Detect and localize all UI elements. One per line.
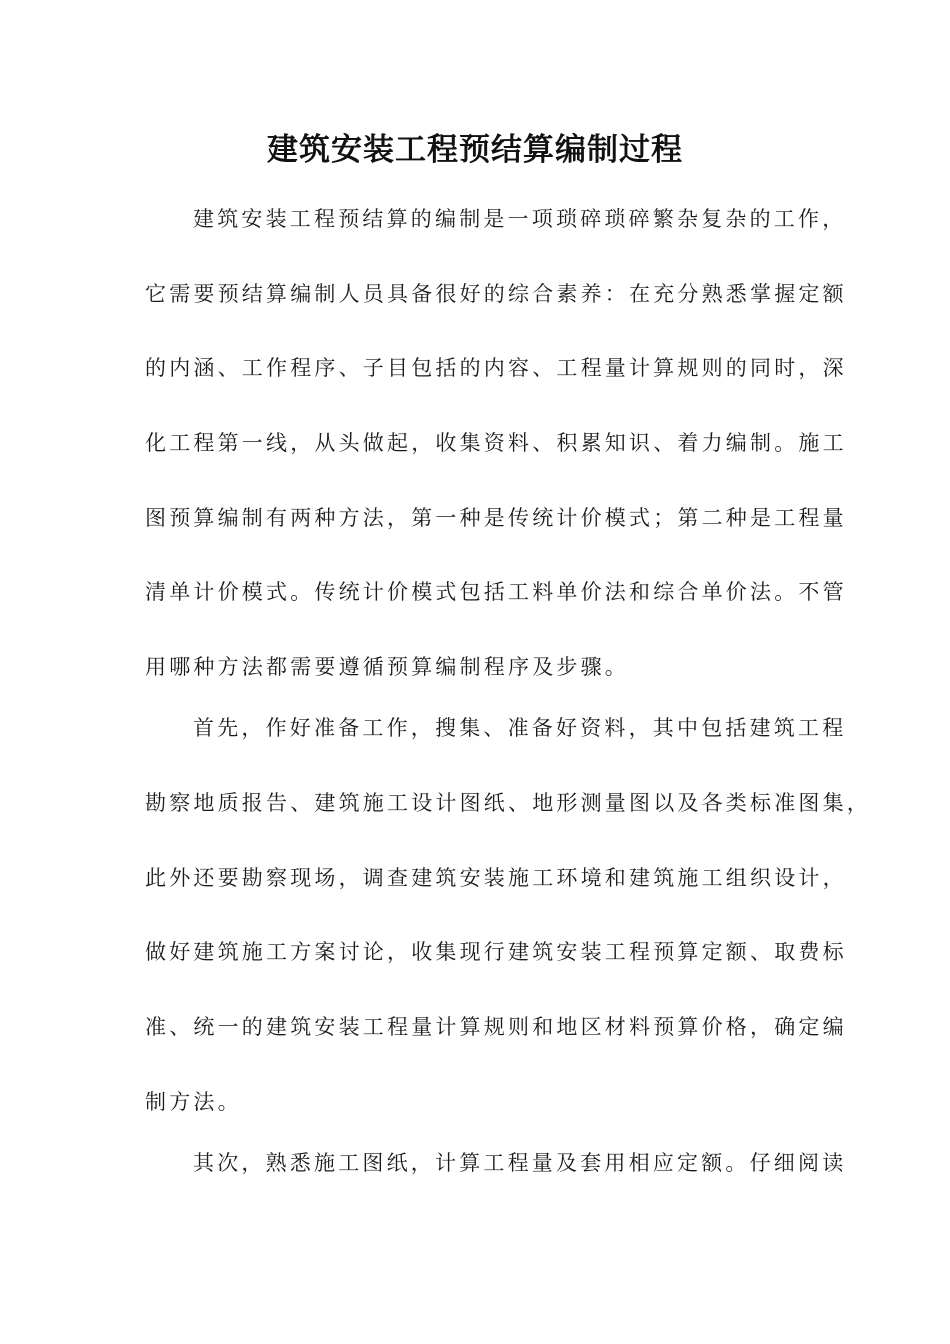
paragraph-1-line-2: 它需要预结算编制人员具备很好的综合素养：在充分熟悉掌握定额 [145, 282, 847, 306]
paragraph-3-line-1: 其次，熟悉施工图纸，计算工程量及套用相应定额。仔细阅读 [193, 1151, 847, 1175]
paragraph-1-line-1: 建筑安装工程预结算的编制是一项琐碎琐碎繁杂复杂的工作， [193, 207, 847, 231]
paragraph-2-line-5: 准、统一的建筑安装工程量计算规则和地区材料预算价格，确定编 [145, 1015, 847, 1039]
paragraph-2-line-6: 制方法。 [145, 1090, 242, 1114]
paragraph-2-line-2: 勘察地质报告、建筑施工设计图纸、地形测量图以及各类标准图集， [145, 791, 871, 815]
document-title: 建筑安装工程预结算编制过程 [267, 132, 683, 168]
paragraph-1-line-5: 图预算编制有两种方法，第一种是传统计价模式；第二种是工程量 [145, 506, 847, 530]
paragraph-2-line-3: 此外还要勘察现场，调查建筑安装施工环境和建筑施工组织设计， [145, 866, 847, 890]
paragraph-1-line-7: 用哪种方法都需要遵循预算编制程序及步骤。 [145, 655, 629, 679]
paragraph-1-line-4: 化工程第一线，从头做起，收集资料、积累知识、着力编制。施工 [145, 431, 847, 455]
paragraph-1-line-3: 的内涵、工作程序、子目包括的内容、工程量计算规则的同时，深 [145, 356, 847, 380]
paragraph-1-line-6: 清单计价模式。传统计价模式包括工料单价法和综合单价法。不管 [145, 580, 847, 604]
paragraph-2-line-1: 首先，作好准备工作，搜集、准备好资料，其中包括建筑工程 [193, 716, 847, 740]
paragraph-2-line-4: 做好建筑施工方案讨论，收集现行建筑安装工程预算定额、取费标 [145, 940, 847, 964]
